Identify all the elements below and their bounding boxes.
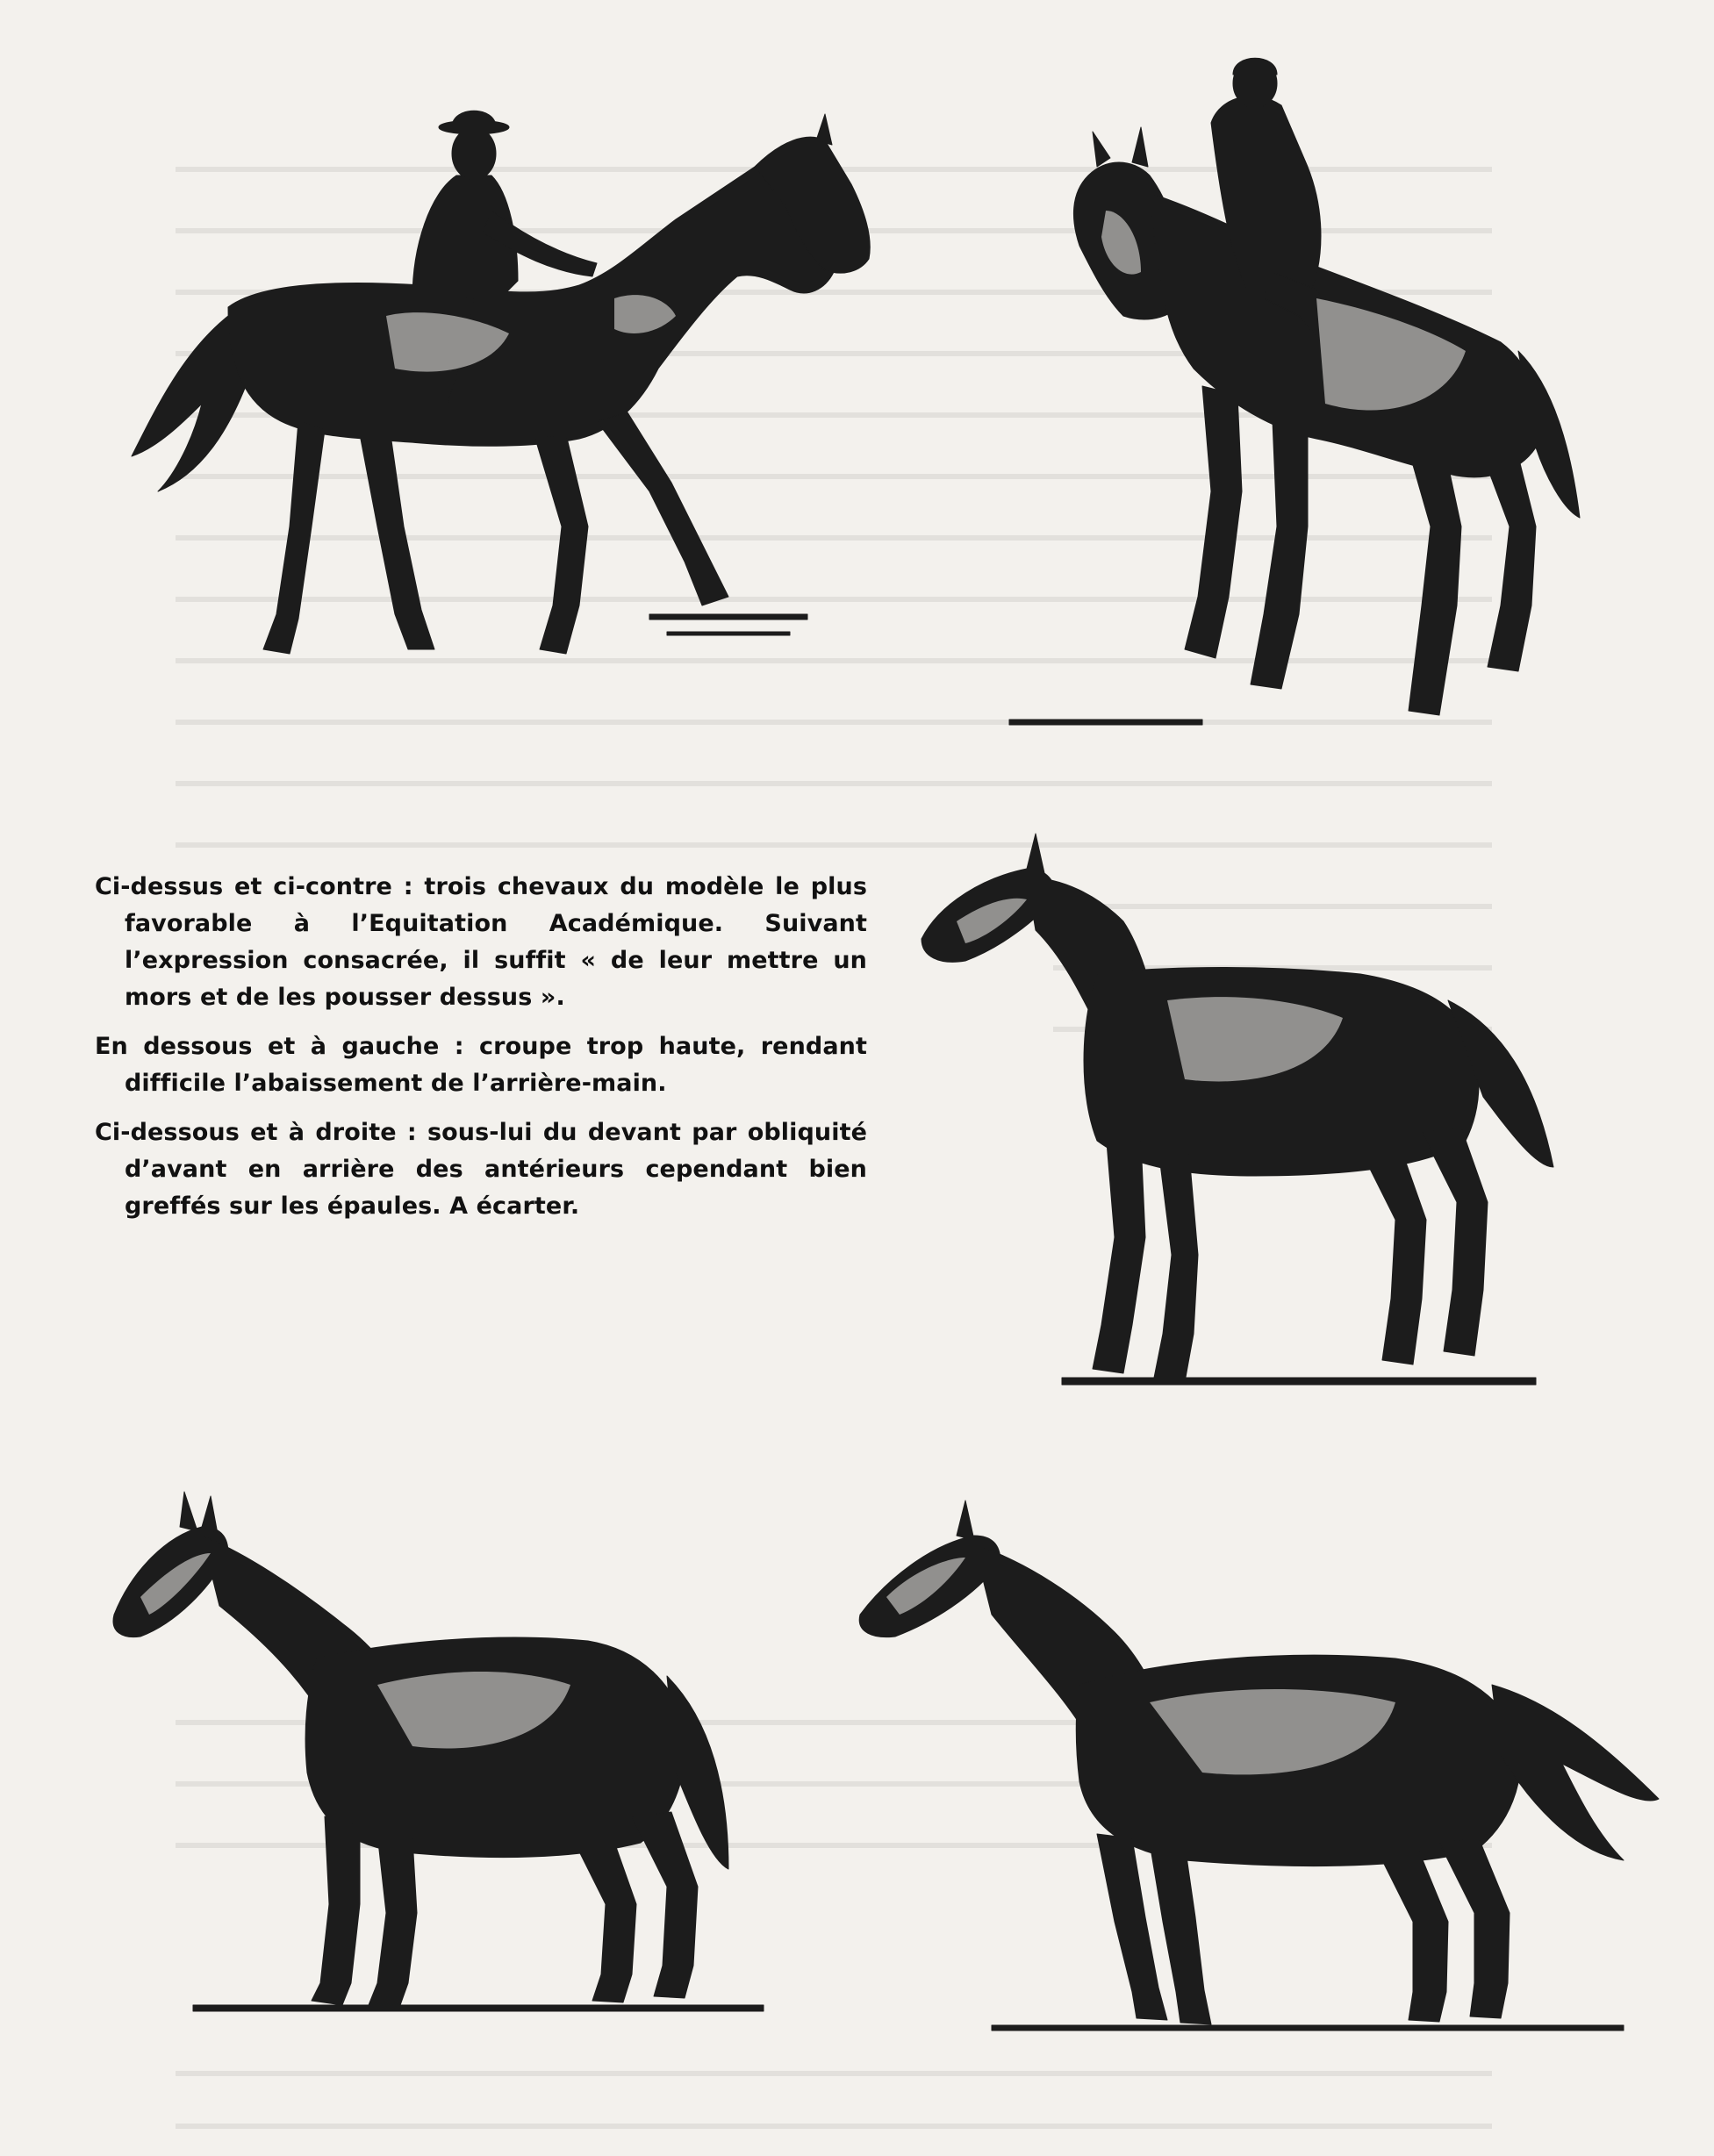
horse-with-rider-top-left-illustration <box>123 35 913 720</box>
horse-standing-bottom-left-illustration <box>97 1465 799 2027</box>
caption-top: Ci-dessus et ci-contre : trois chevaux du modèle le plus favorable à l’Equitation Académique. Suivant l’expression consacrée, il suffit « de leur mettre un mors et de les pousser dessus ». <box>95 873 867 1011</box>
caption-block <box>95 869 867 1237</box>
horse-standing-bottom-right-illustration <box>851 1483 1694 2045</box>
horse-standing-middle-right-illustration <box>904 799 1606 1413</box>
caption-bottom-right: Ci-dessous et à droite : sous-lui du devant par obliquité d’avant en arrière des antérieurs cependant bien greffés sur les épaules. A écarter. <box>95 1119 867 1220</box>
caption-bottom-left: En dessous et à gauche : croupe trop haute, rendant difficile l’abaissement de l’arrière-main. <box>95 1033 867 1097</box>
horse-with-jockey-top-right-illustration <box>1009 35 1624 772</box>
